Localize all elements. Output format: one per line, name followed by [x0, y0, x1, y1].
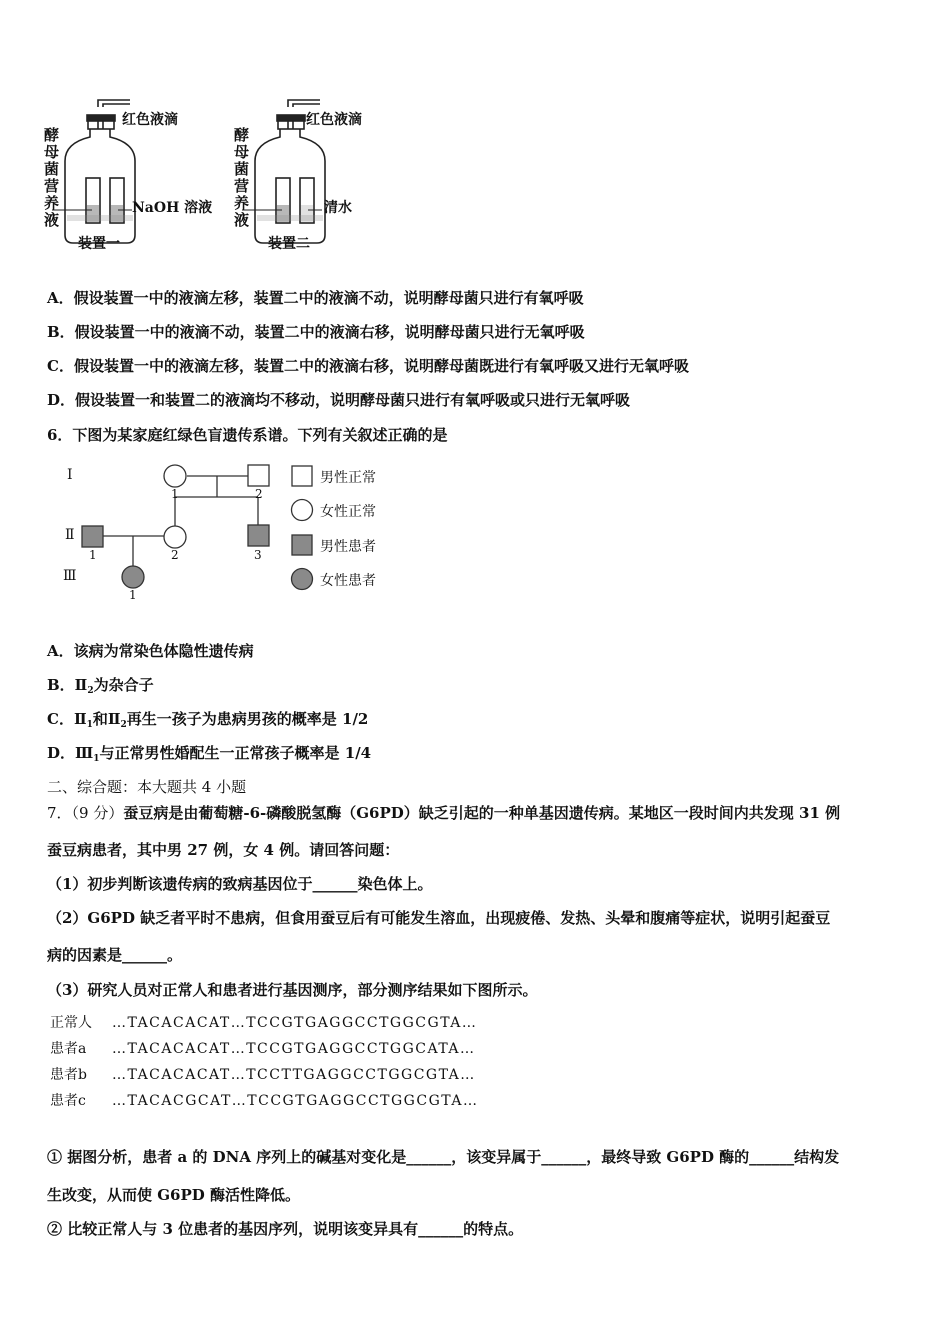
q6-option-b: B．$Ⅱ_2$为杂合子: [47, 676, 154, 696]
q5-option-b: B．假设装置一中的液滴不动，装置二中的液滴右移，说明酵母菌只进行无氧呼吸: [47, 323, 585, 341]
pedigree-III1: [122, 566, 144, 588]
sequence-row-patient-b: 患者b …TACACACAT…TCCTTGAGGCCTGGCGTA…: [50, 1067, 476, 1083]
pedigree-II2: [164, 526, 186, 548]
pedigree-I1: [164, 465, 186, 487]
q5-option-d: D．假设装置一和装置二的液滴均不移动，说明酵母菌只进行有氧呼吸或只进行无氧呼吸: [47, 391, 631, 409]
q7-part2-line2: 病的因素是______。: [47, 946, 183, 964]
gen-I-label: Ⅰ: [67, 467, 73, 483]
device-1-right-label: NaOH 溶液: [132, 200, 213, 216]
device-2-right-label: 清水: [324, 200, 352, 216]
num-II2: 2: [171, 548, 179, 562]
apparatus-figure: [40, 95, 380, 255]
legend-female-normal-symbol: [292, 500, 313, 521]
q7-stem-line2: 蚕豆病患者，其中男 27 例，女 4 例。请回答问题：: [47, 841, 400, 859]
q6-option-d: D．$Ⅲ_1$与正常男性婚配生一正常孩子概率是 1/4: [47, 744, 372, 764]
q6-option-a: A．该病为常染色体隐性遗传病: [47, 642, 254, 660]
device-2-side-label: 酵母菌营养液: [234, 126, 250, 229]
device-1-top-label: 红色液滴: [122, 112, 178, 128]
pedigree-figure: [55, 455, 395, 610]
num-II3: 3: [254, 548, 262, 562]
legend-male-normal-symbol: [292, 466, 312, 486]
q6-stem: 6．下图为某家庭红绿色盲遗传系谱。下列有关叙述正确的是: [47, 426, 448, 444]
num-I2: 2: [255, 487, 263, 501]
q5-option-c: C．假设装置一中的液滴左移，装置二中的液滴右移，说明酵母菌既进行有氧呼吸又进行无氧呼吸: [47, 357, 689, 375]
legend-female-normal: 女性正常: [320, 504, 376, 520]
q7-sub2: ② 比较正常人与 3 位患者的基因序列，说明该变异具有______的特点。: [47, 1220, 524, 1238]
pedigree-I2: [248, 465, 269, 486]
section-heading: 二、综合题：本大题共 4 小题: [47, 778, 247, 796]
pedigree-II1: [82, 526, 103, 547]
device-1-side-label: 酵母菌营养液: [44, 126, 60, 229]
q7-stem-line1: 7．（9 分）蚕豆病是由葡萄糖-6-磷酸脱氢酶（G6PD）缺乏引起的一种单基因遗传病。某地区一段时间内共发现 31 例: [47, 804, 841, 822]
legend-male-normal: 男性正常: [320, 470, 376, 486]
sequence-row-patient-a: 患者a …TACACACAT…TCCGTGAGGCCTGGCATA…: [50, 1041, 476, 1057]
pedigree-II3: [248, 525, 269, 546]
q6-option-c: C．$Ⅱ_1$和$Ⅱ_2$再生一孩子为患病男孩的概率是 1/2: [47, 710, 369, 730]
q7-part1: （1）初步判断该遗传病的致病基因位于______染色体上。: [47, 875, 433, 893]
num-III1: 1: [129, 588, 137, 602]
gen-II-label: Ⅱ: [65, 527, 75, 543]
q7-sub1-line1: ① 据图分析，患者 a 的 DNA 序列上的碱基对变化是______，该变异属于______，最终导致 G6PD 酶的______结构发: [47, 1148, 840, 1166]
legend-male-affected-symbol: [292, 535, 312, 555]
q7-part3: （3）研究人员对正常人和患者进行基因测序，部分测序结果如下图所示。: [47, 981, 538, 999]
legend-female-affected-symbol: [292, 569, 313, 590]
gen-III-label: Ⅲ: [63, 568, 77, 584]
legend-male-affected: 男性患者: [320, 539, 376, 555]
q7-sub1-line2: 生改变，从而使 G6PD 酶活性降低。: [47, 1186, 300, 1204]
q5-option-a: A．假设装置一中的液滴左移，装置二中的液滴不动，说明酵母菌只进行有氧呼吸: [47, 289, 584, 307]
num-I1: 1: [171, 487, 179, 501]
device-2-caption: 装置二: [268, 236, 310, 252]
device-2-top-label: 红色液滴: [306, 112, 362, 128]
device-1-caption: 装置一: [78, 236, 120, 252]
sequence-row-patient-c: 患者c …TACACGCAT…TCCGTGAGGCCTGGCGTA…: [50, 1093, 479, 1109]
sequence-row-normal: 正常人 …TACACACAT…TCCGTGAGGCCTGGCGTA…: [50, 1015, 478, 1031]
num-II1: 1: [89, 548, 97, 562]
q7-part2-line1: （2）G6PD 缺乏者平时不患病，但食用蚕豆后有可能发生溶血，出现疲倦、发热、头晕和腹痛等症状，说明引起蚕豆: [47, 909, 831, 927]
legend-female-affected: 女性患者: [320, 573, 376, 589]
